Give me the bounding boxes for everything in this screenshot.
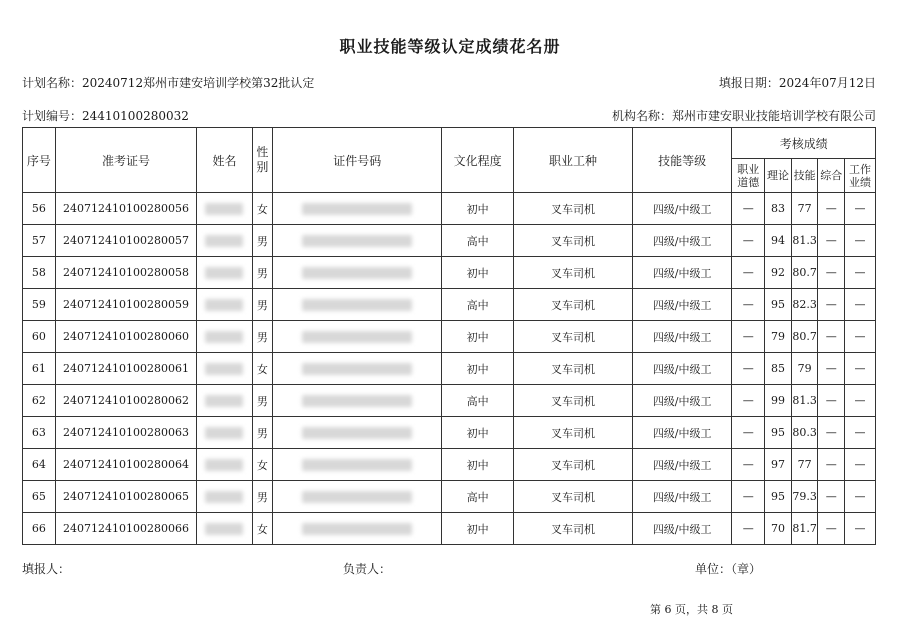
header-exam-no: 准考证号: [55, 128, 196, 193]
cell-exam-no: 240712410100280057: [55, 225, 196, 257]
org-name: 机构名称：郑州市建安职业技能培训学校有限公司: [611, 109, 876, 123]
cell-gender: 女: [252, 513, 273, 545]
redaction-blur: [205, 299, 243, 311]
cell-name-redacted: [197, 321, 252, 353]
cell-job: 叉车司机: [514, 449, 633, 481]
cell-id-redacted: [273, 513, 442, 545]
header-assessment: 考核成绩: [732, 128, 876, 159]
redaction-blur: [205, 491, 243, 503]
footer-unit: 单位：（章）: [695, 562, 762, 576]
cell-edu: 初中: [442, 321, 514, 353]
redaction-blur: [302, 235, 412, 247]
header-seq: 序号: [23, 128, 56, 193]
cell-ethics: —: [732, 289, 765, 321]
header-work-performance: 工作业绩: [845, 159, 876, 193]
cell-exam-no: 240712410100280060: [55, 321, 196, 353]
redaction-blur: [205, 267, 243, 279]
cell-gender: 女: [252, 193, 273, 225]
cell-work: —: [845, 481, 876, 513]
cell-skill: 81.3: [791, 385, 818, 417]
cell-skill: 79.3: [791, 481, 818, 513]
cell-theory: 85: [765, 353, 792, 385]
cell-theory: 95: [765, 289, 792, 321]
cell-theory: 99: [765, 385, 792, 417]
cell-name-redacted: [197, 289, 252, 321]
redaction-blur: [302, 299, 412, 311]
cell-level: 四级/中级工: [632, 225, 731, 257]
cell-seq: 56: [23, 193, 56, 225]
cell-comp: —: [818, 257, 845, 289]
cell-theory: 95: [765, 417, 792, 449]
cell-work: —: [845, 321, 876, 353]
cell-name-redacted: [197, 193, 252, 225]
cell-skill: 79: [791, 353, 818, 385]
cell-id-redacted: [273, 321, 442, 353]
cell-theory: 83: [765, 193, 792, 225]
cell-work: —: [845, 353, 876, 385]
cell-job: 叉车司机: [514, 481, 633, 513]
redaction-blur: [205, 235, 243, 247]
header-ethics: 职业道德: [732, 159, 765, 193]
header-name: 姓名: [197, 128, 252, 193]
plan-name: 计划名称：20240712郑州市建安培训学校第32批认定: [22, 76, 315, 90]
cell-edu: 初中: [442, 257, 514, 289]
cell-skill: 81.3: [791, 225, 818, 257]
cell-edu: 初中: [442, 449, 514, 481]
cell-exam-no: 240712410100280063: [55, 417, 196, 449]
cell-work: —: [845, 385, 876, 417]
cell-name-redacted: [197, 353, 252, 385]
cell-id-redacted: [273, 481, 442, 513]
redaction-blur: [302, 459, 412, 471]
cell-name-redacted: [197, 225, 252, 257]
cell-comp: —: [818, 385, 845, 417]
cell-job: 叉车司机: [514, 193, 633, 225]
cell-gender: 男: [252, 481, 273, 513]
cell-name-redacted: [197, 257, 252, 289]
cell-skill: 77: [791, 449, 818, 481]
cell-job: 叉车司机: [514, 417, 633, 449]
table-row: [23, 481, 876, 513]
cell-name-redacted: [197, 481, 252, 513]
cell-skill: 81.7: [791, 513, 818, 545]
cell-seq: 60: [23, 321, 56, 353]
cell-ethics: —: [732, 481, 765, 513]
redaction-blur: [302, 523, 412, 535]
redaction-blur: [302, 331, 412, 343]
cell-seq: 58: [23, 257, 56, 289]
cell-exam-no: 240712410100280066: [55, 513, 196, 545]
cell-name-redacted: [197, 417, 252, 449]
footer-responsible: 负责人：: [343, 562, 392, 576]
cell-id-redacted: [273, 289, 442, 321]
redaction-blur: [205, 427, 243, 439]
header-comprehensive: 综合: [818, 159, 845, 193]
cell-edu: 高中: [442, 481, 514, 513]
cell-exam-no: 240712410100280065: [55, 481, 196, 513]
cell-skill: 80.3: [791, 417, 818, 449]
table-row: [23, 353, 876, 385]
cell-level: 四级/中级工: [632, 321, 731, 353]
cell-seq: 64: [23, 449, 56, 481]
cell-edu: 初中: [442, 353, 514, 385]
cell-ethics: —: [732, 385, 765, 417]
cell-exam-no: 240712410100280064: [55, 449, 196, 481]
cell-work: —: [845, 225, 876, 257]
redaction-blur: [205, 395, 243, 407]
cell-gender: 女: [252, 449, 273, 481]
table-row: [23, 513, 876, 545]
footer-filler: 填报人：: [22, 562, 71, 576]
cell-gender: 男: [252, 289, 273, 321]
cell-job: 叉车司机: [514, 353, 633, 385]
cell-edu: 初中: [442, 417, 514, 449]
header-skill: 技能: [791, 159, 818, 193]
cell-ethics: —: [732, 193, 765, 225]
redaction-blur: [302, 395, 412, 407]
cell-level: 四级/中级工: [632, 513, 731, 545]
cell-level: 四级/中级工: [632, 417, 731, 449]
cell-theory: 97: [765, 449, 792, 481]
cell-exam-no: 240712410100280056: [55, 193, 196, 225]
cell-exam-no: 240712410100280059: [55, 289, 196, 321]
redaction-blur: [302, 267, 412, 279]
cell-job: 叉车司机: [514, 257, 633, 289]
header-education: 文化程度: [442, 128, 514, 193]
redaction-blur: [205, 523, 243, 535]
cell-level: 四级/中级工: [632, 289, 731, 321]
header-id-no: 证件号码: [273, 128, 442, 193]
redaction-blur: [302, 203, 412, 215]
table-row: [23, 257, 876, 289]
cell-ethics: —: [732, 225, 765, 257]
cell-id-redacted: [273, 449, 442, 481]
cell-level: 四级/中级工: [632, 353, 731, 385]
cell-seq: 61: [23, 353, 56, 385]
cell-exam-no: 240712410100280058: [55, 257, 196, 289]
cell-edu: 初中: [442, 193, 514, 225]
cell-comp: —: [818, 193, 845, 225]
cell-level: 四级/中级工: [632, 193, 731, 225]
cell-skill: 80.7: [791, 257, 818, 289]
redaction-blur: [205, 363, 243, 375]
cell-gender: 男: [252, 385, 273, 417]
cell-id-redacted: [273, 193, 442, 225]
cell-comp: —: [818, 481, 845, 513]
cell-id-redacted: [273, 385, 442, 417]
cell-theory: 70: [765, 513, 792, 545]
cell-edu: 高中: [442, 225, 514, 257]
cell-ethics: —: [732, 417, 765, 449]
cell-work: —: [845, 289, 876, 321]
cell-ethics: —: [732, 513, 765, 545]
cell-comp: —: [818, 289, 845, 321]
cell-comp: —: [818, 417, 845, 449]
cell-seq: 66: [23, 513, 56, 545]
cell-theory: 95: [765, 481, 792, 513]
cell-gender: 男: [252, 417, 273, 449]
cell-id-redacted: [273, 353, 442, 385]
header-gender: 性别: [252, 128, 273, 193]
cell-skill: 77: [791, 193, 818, 225]
cell-gender: 女: [252, 353, 273, 385]
cell-job: 叉车司机: [514, 513, 633, 545]
cell-seq: 65: [23, 481, 56, 513]
cell-work: —: [845, 417, 876, 449]
cell-level: 四级/中级工: [632, 481, 731, 513]
cell-comp: —: [818, 353, 845, 385]
cell-comp: —: [818, 513, 845, 545]
cell-work: —: [845, 257, 876, 289]
cell-ethics: —: [732, 353, 765, 385]
cell-comp: —: [818, 225, 845, 257]
redaction-blur: [302, 427, 412, 439]
cell-id-redacted: [273, 417, 442, 449]
cell-ethics: —: [732, 449, 765, 481]
page-number: 第 6 页，共 8 页: [650, 603, 733, 616]
cell-id-redacted: [273, 257, 442, 289]
header-theory: 理论: [765, 159, 792, 193]
header-job: 职业工种: [514, 128, 633, 193]
roster-table: [22, 127, 876, 545]
table-row: [23, 193, 876, 225]
cell-id-redacted: [273, 225, 442, 257]
cell-seq: 63: [23, 417, 56, 449]
cell-theory: 79: [765, 321, 792, 353]
header-level: 技能等级: [632, 128, 731, 193]
cell-edu: 初中: [442, 513, 514, 545]
cell-level: 四级/中级工: [632, 449, 731, 481]
cell-job: 叉车司机: [514, 321, 633, 353]
cell-seq: 57: [23, 225, 56, 257]
table-row: [23, 385, 876, 417]
cell-level: 四级/中级工: [632, 385, 731, 417]
cell-comp: —: [818, 321, 845, 353]
cell-exam-no: 240712410100280061: [55, 353, 196, 385]
table-row: [23, 225, 876, 257]
cell-work: —: [845, 513, 876, 545]
cell-edu: 高中: [442, 289, 514, 321]
cell-skill: 82.3: [791, 289, 818, 321]
table-row: [23, 321, 876, 353]
table-row: [23, 417, 876, 449]
redaction-blur: [302, 491, 412, 503]
cell-theory: 92: [765, 257, 792, 289]
cell-work: —: [845, 193, 876, 225]
cell-ethics: —: [732, 321, 765, 353]
cell-exam-no: 240712410100280062: [55, 385, 196, 417]
table-row: [23, 289, 876, 321]
cell-level: 四级/中级工: [632, 257, 731, 289]
cell-job: 叉车司机: [514, 289, 633, 321]
cell-seq: 59: [23, 289, 56, 321]
cell-edu: 高中: [442, 385, 514, 417]
cell-work: —: [845, 449, 876, 481]
cell-ethics: —: [732, 257, 765, 289]
cell-name-redacted: [197, 513, 252, 545]
cell-seq: 62: [23, 385, 56, 417]
cell-job: 叉车司机: [514, 225, 633, 257]
cell-job: 叉车司机: [514, 385, 633, 417]
cell-gender: 男: [252, 257, 273, 289]
cell-skill: 80.7: [791, 321, 818, 353]
redaction-blur: [205, 459, 243, 471]
page-title: 职业技能等级认定成绩花名册: [339, 37, 561, 56]
cell-gender: 男: [252, 225, 273, 257]
redaction-blur: [205, 203, 243, 215]
plan-number: 计划编号：24410100280032: [22, 109, 189, 123]
cell-name-redacted: [197, 385, 252, 417]
cell-gender: 男: [252, 321, 273, 353]
cell-name-redacted: [197, 449, 252, 481]
cell-comp: —: [818, 449, 845, 481]
fill-date: 填报日期：2024年07月12日: [718, 76, 876, 90]
redaction-blur: [302, 363, 412, 375]
redaction-blur: [205, 331, 243, 343]
cell-theory: 94: [765, 225, 792, 257]
table-row: [23, 449, 876, 481]
